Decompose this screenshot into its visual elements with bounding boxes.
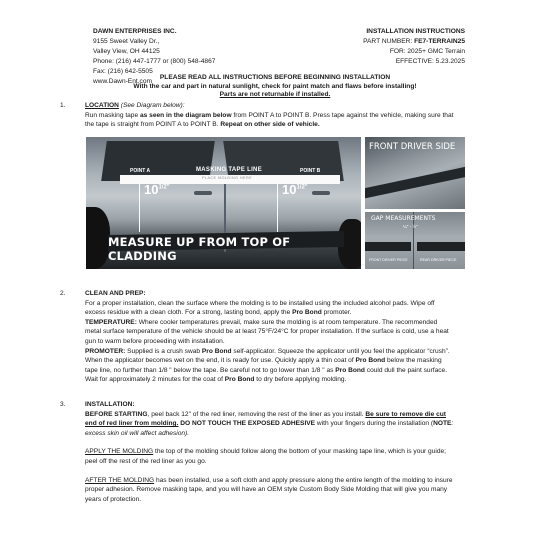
measure-arrow-left	[139, 184, 140, 232]
not-returnable-notice: Parts are not returnable if installed.	[219, 91, 331, 99]
location-heading: LOCATION	[85, 102, 119, 109]
phone-line: Phone: (216) 447-1777 or (800) 548-4867	[93, 58, 216, 65]
temperature-text: TEMPERATURE: Where cooler temperatures prevail, make sure the molding is at room temperature. The recommended metal surface temperature of the vehicle should be at least 75°F/24°C for proper installation. If the surface is cold, use a heat gun to warm before proceeding with installation.	[85, 318, 449, 345]
tape-label: MASKING TAPE LINE	[196, 167, 262, 173]
clean-prep-heading: CLEAN AND PREP:	[85, 290, 146, 297]
after-molding-text: AFTER THE MOLDING has been installed, use a soft cloth and apply pressure along the entire length of the molding to insure proper adhesion. Remove masking tape, and you will have an OEM style Custom Body Side Molding that will give you many years of protection.	[85, 476, 453, 503]
part-number-label: PART NUMBER:	[363, 38, 415, 45]
part-number: FE7-TERRAIN25	[414, 38, 465, 45]
document-info	[245, 27, 465, 67]
gap-title: GAP MEASUREMENTS	[371, 215, 436, 222]
section-number: 2.	[60, 290, 66, 297]
address-line-2: Valley View, OH 44125	[93, 48, 160, 55]
section-location	[60, 101, 455, 130]
installation-diagram	[86, 137, 465, 269]
sunlight-notice: With the car and part in natural sunlight, check for paint match and flaws before installing!	[133, 82, 417, 90]
effective-date: EFFECTIVE: 5.23.2025	[395, 58, 465, 65]
front-driver-side-label: FRONT DRIVER SIDE	[369, 142, 456, 152]
rear-piece-label: REAR DRIVER PIECE	[420, 258, 457, 262]
front-driver-side-photo	[365, 137, 465, 209]
fax-line: Fax: (216) 642-5505	[93, 68, 153, 75]
gap-measurements-photo	[365, 212, 465, 269]
section-clean-prep	[60, 289, 455, 385]
clean-prep-text: For a proper installation, clean the surface where the molding is to be installed using the included alcohol pads. Wipe off excess residue with a clean cloth. For a strong, lasting bond, apply the Pro Bond promoter.	[85, 299, 435, 317]
apply-molding-text: APPLY THE MOLDING the top of the molding should follow along the bottom of your masking tape line, which is your guide; peel off the rest of the red liner as you go.	[85, 448, 447, 465]
tape-sublabel: PLACE MOLDING HERE	[202, 176, 253, 180]
installation-heading: INSTALLATION:	[85, 401, 135, 408]
front-piece-label: FRONT DRIVER PIECE	[369, 258, 408, 262]
section-number: 3.	[60, 401, 66, 408]
molding-strip	[365, 165, 465, 199]
section-heading	[85, 101, 455, 111]
point-a-label: POINT A	[130, 168, 151, 174]
section-number: 1.	[60, 102, 66, 109]
point-b-label: POINT B	[300, 168, 321, 174]
address-line-1: 9155 Sweet Valley Dr.,	[93, 38, 160, 45]
rear-molding-piece	[417, 242, 465, 251]
gap-value: ¼" - ½"	[403, 224, 418, 229]
location-text: Run masking tape as seen in the diagram below from POINT A to POINT B. Press tape against the vehicle, making sure that the tape is straight from POINT A to POINT B. Repeat on other side of vehicle.	[85, 111, 454, 129]
company-name: DAWN ENTERPRISES INC.	[93, 28, 177, 35]
section-installation	[60, 400, 455, 504]
vehicle-fitment: FOR: 2025+ GMC Terrain	[389, 48, 465, 55]
measurement-right: $10^{1/2"}$	[282, 182, 308, 197]
before-starting-text: BEFORE STARTING, peel back 12" of the red liner, removing the rest of the liner as you install. Be sure to remove die cut end of red liner from molding. DO NOT TOUCH THE EXPOSED ADHESIVE with your fingers during the installation (NOTE: excess skin oil will affect adhesion).	[85, 410, 454, 437]
vehicle-side-photo	[86, 137, 361, 269]
front-molding-piece	[365, 242, 411, 251]
document-title: INSTALLATION INSTRUCTIONS	[366, 28, 465, 35]
measurement-left: $10^{1/2"}$	[144, 182, 170, 197]
measure-arrow-right	[277, 184, 278, 232]
notices	[60, 74, 490, 100]
part-number-line	[245, 37, 465, 47]
read-all-notice: PLEASE READ ALL INSTRUCTIONS BEFORE BEGINNING INSTALLATION	[159, 74, 391, 81]
diagram-caption: MEASURE UP FROM TOP OF CLADDING	[108, 235, 291, 263]
diagram-reference: (See Diagram below):	[118, 102, 185, 109]
website: www.Dawn-Ent.com	[93, 78, 152, 85]
promoter-text: PROMOTER: Supplied is a crush swab Pro Bond self-applicator. Squeeze the applicator until you feel the applicator “crush”. When the applicator becomes wet on the end, it is ready for use. Quickly apply a thin coat of Pro Bond below the masking tape line, no further than 1/8 " below the tape. Be careful not to go lower than 1/8 " as Pro Bond could dull the paint surface. Wait for approximately 2 minutes for the coat of Pro Bond to dry before applying molding.	[85, 347, 450, 384]
